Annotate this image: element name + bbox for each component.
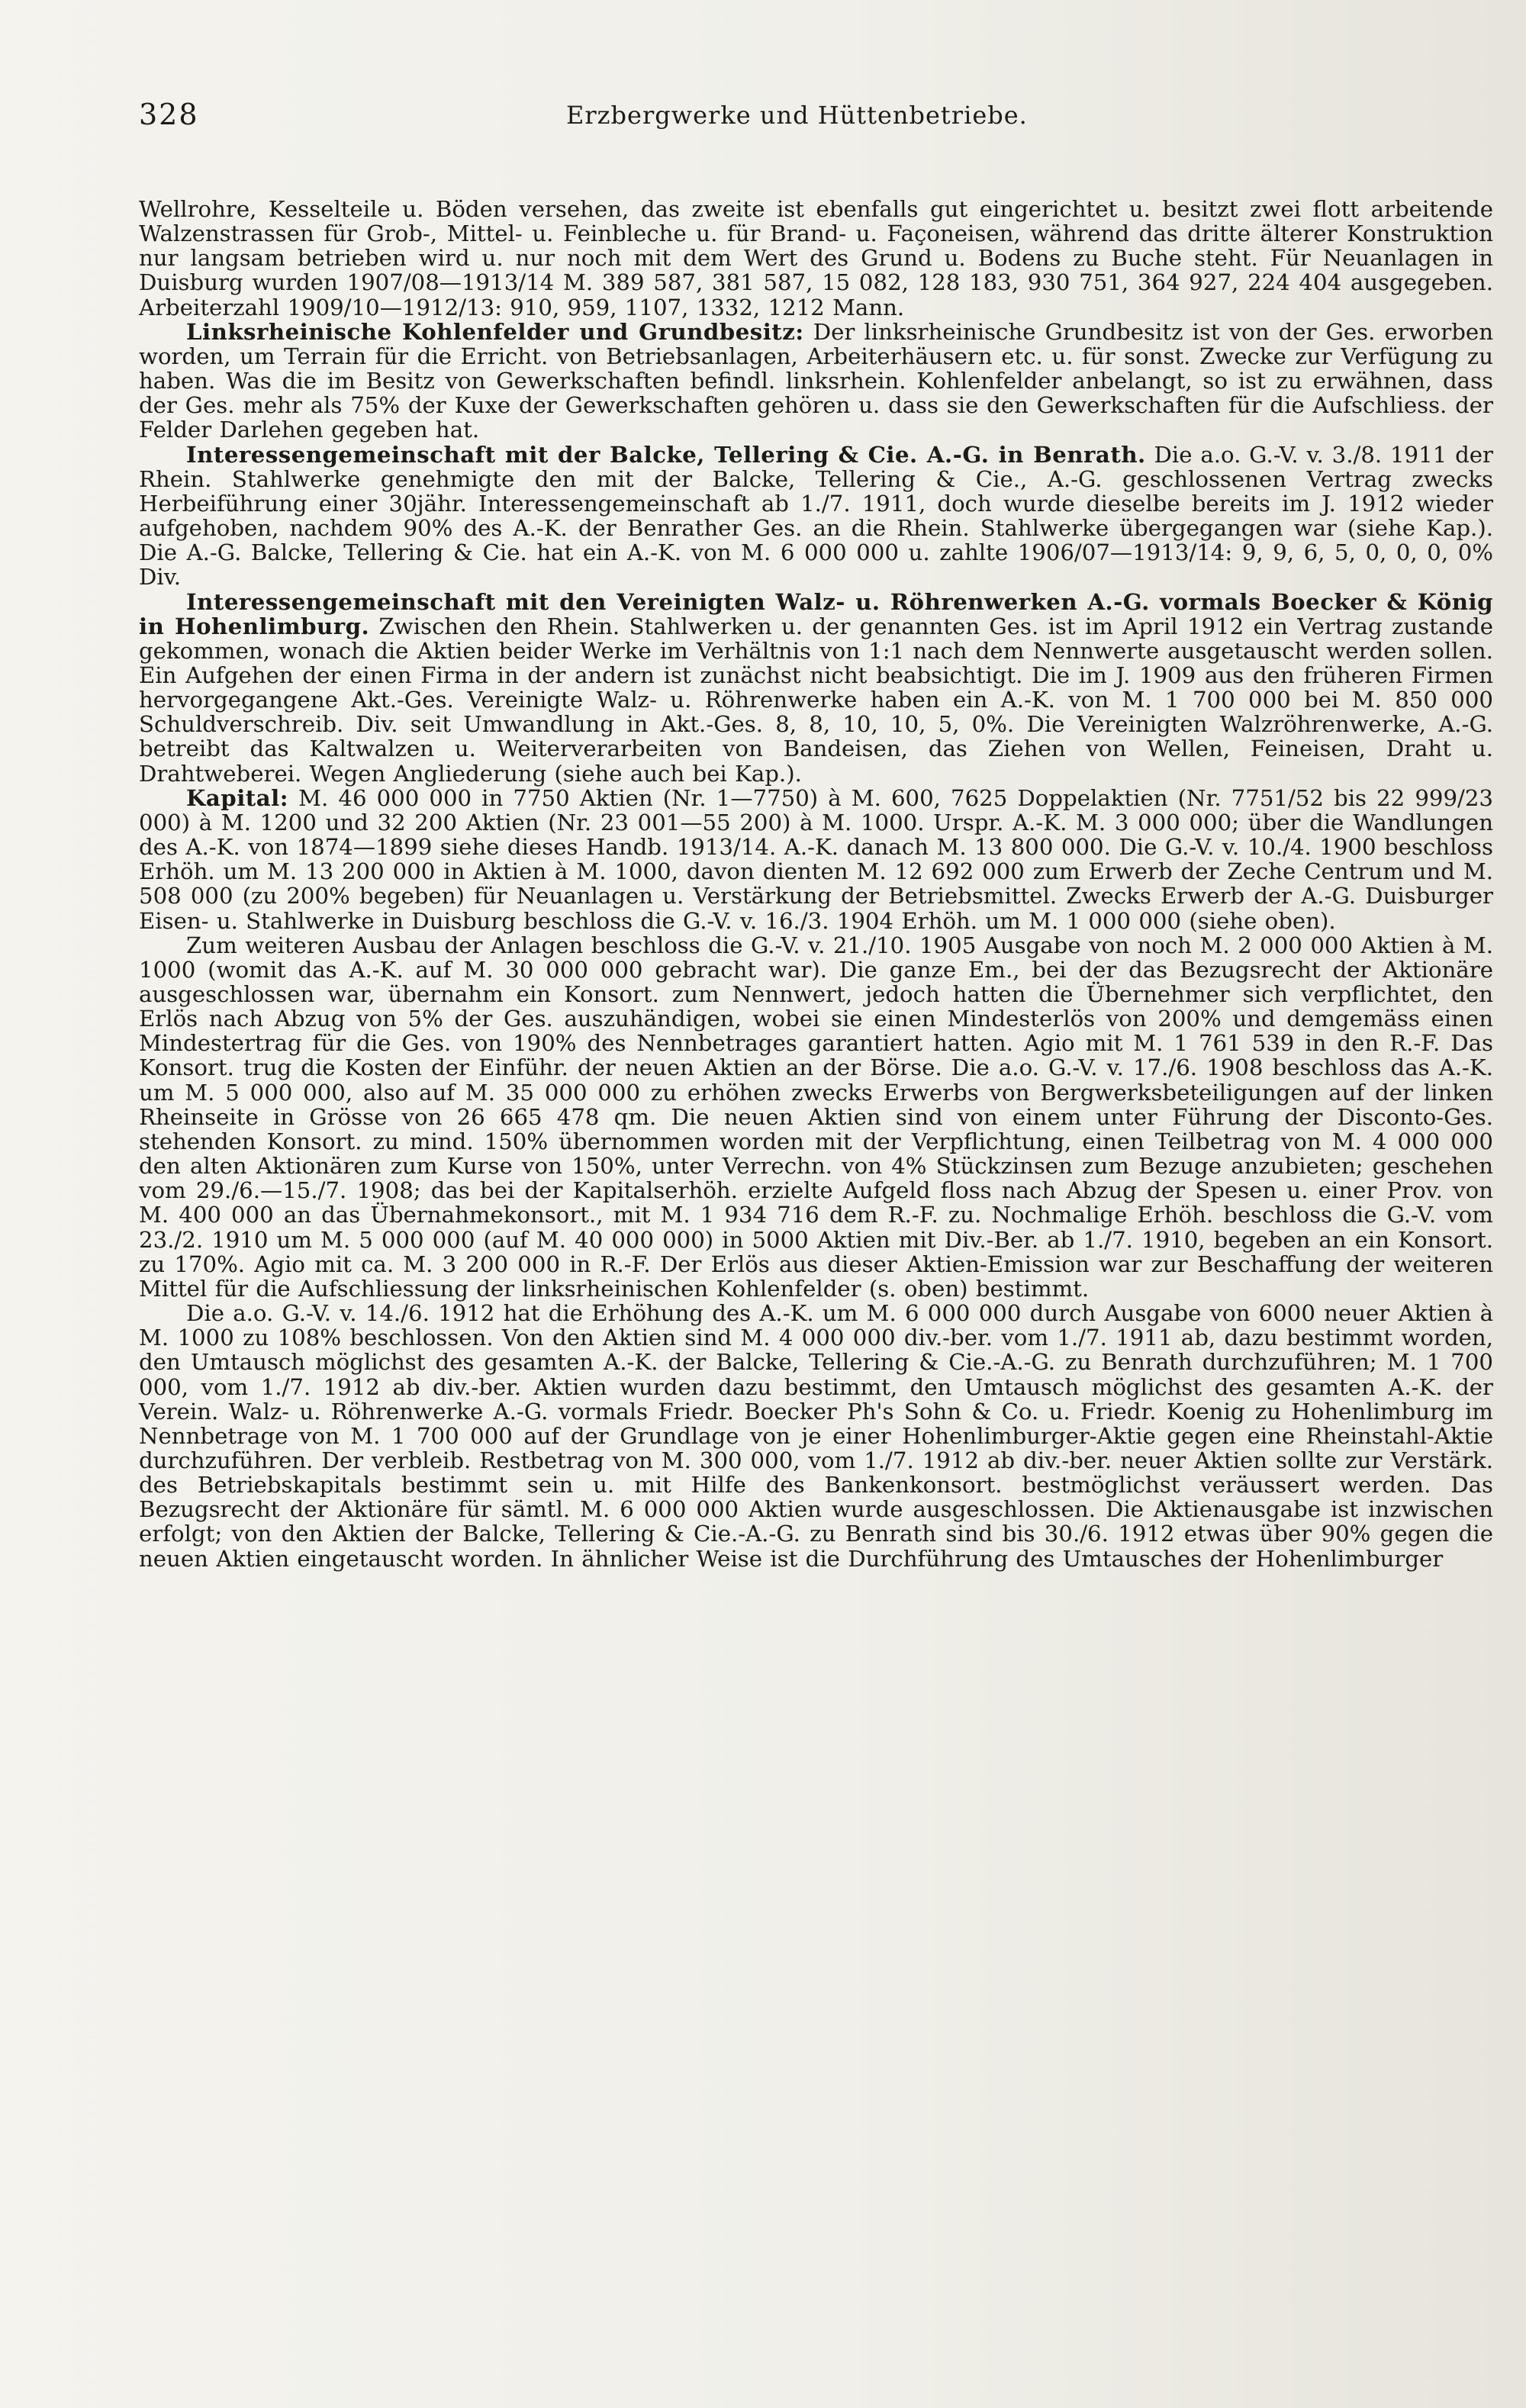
paragraph-walzwerke <box>139 197 1493 320</box>
paragraph-text: Der linksrheinische Grundbesitz ist von der Ges. erworben worden, um Terrain für die Erricht. von Betriebsanlagen, Arbeiterhäusern etc. u. für sonst. Zwecke zur Verfügung zu haben. Was die im Besitz von Gewerkschaften befindl. linksrhein. Kohlenfelder anbelangt, so ist zu erwähnen, dass der Ges. mehr als 75% der Kuxe der Gewerkschaften gehören u. dass sie den Gewerkschaften für die Aufschliess. der Felder Darlehen gegeben hat. <box>139 318 1493 443</box>
paragraph-text: Zum weiteren Ausbau der Anlagen beschloss die G.-V. v. 21./10. 1905 Ausgabe von noch M. 2 000 000 Aktien à M. 1000 (womit das A.-K. auf M. 30 000 000 gebracht war). Die ganze Em., bei der das Bezugsrecht der Aktionäre ausgeschlossen war, übernahm ein Konsort. zum Nennwert, jedoch hatten die Übernehmer sich verpflichtet, den Erlös nach Abzug von 5% der Ges. auszuhändigen, wobei sie einen Mindesterlös von 200% und demgemäss einen Mindestertrag für die Ges. von 190% des Nennbetrages garantiert hatten. Agio mit M. 1 761 539 in den R.-F. Das Konsort. trug die Kosten der Einführ. der neuen Aktien an der Börse. Die a.o. G.-V. v. 17./6. 1908 beschloss das A.-K. um M. 5 000 000, also auf M. 35 000 000 zu erhöhen zwecks Erwerbs von Bergwerksbeteiligungen auf der linken Rheinseite in Grösse von 26 665 478 qm. Die neuen Aktien sind von einem unter Führung der Disconto-Ges. stehenden Konsort. zu mind. 150% übernommen worden mit der Verpflichtung, einen Teilbetrag von M. 4 000 000 den alten Aktionären zum Kurse von 150%, unter Verrechn. von 4% Stückzinsen zum Bezuge anzubieten; geschehen vom 29./6.—15./7. 1908; das bei der Kapitalserhöh. erzielte Aufgeld floss nach Abzug der Spesen u. einer Prov. von M. 400 000 an das Übernahmekonsort., mit M. 1 934 716 dem R.-F. zu. Nochmalige Erhöh. beschloss die G.-V. vom 23./2. 1910 um M. 5 000 000 (auf M. 40 000 000) in 5000 Aktien mit Div.-Ber. ab 1./7. 1910, begeben an ein Konsort. zu 170%. Agio mit ca. M. 3 200 000 in R.-F. Der Erlös aus dieser Aktien-Emission war zur Beschaffung der weiteren Mittel für die Aufschliessung der linksrheinischen Kohlenfelder (s. oben) bestimmt. <box>139 932 1493 1302</box>
section-heading: Interessengemeinschaft mit der Balcke, Tellering & Cie. A.-G. in Benrath. <box>186 441 1146 468</box>
paragraph-kohlenfelder <box>139 320 1493 443</box>
paragraph-erhoehung-1912 <box>139 1301 1493 1571</box>
page-header <box>139 98 1427 143</box>
paragraph-text: M. 46 000 000 in 7750 Aktien (Nr. 1—7750) à M. 600, 7625 Doppelaktien (Nr. 7751/52 bis 22 999/23 000) à M. 1200 und 32 200 Aktien (Nr. 23 001—55 200) à M. 1000. Urspr. A.-K. M. 3 000 000; über die Wandlungen des A.-K. von 1874—1899 siehe dieses Handb. 1913/14. A.-K. danach M. 13 800 000. Die G.-V. v. 10./4. 1900 beschloss Erhöh. um M. 13 200 000 in Aktien à M. 1000, davon dienten M. 12 692 000 zum Erwerb der Zeche Centrum und M. 508 000 (zu 200% begeben) für Neuanlagen u. Verstärkung der Betriebsmittel. Zwecks Erwerb der A.-G. Duisburger Eisen- u. Stahlwerke in Duisburg beschloss die G.-V. v. 16./3. 1904 Erhöh. um M. 1 000 000 (siehe oben). <box>139 784 1493 934</box>
paragraph-kapital <box>139 786 1493 933</box>
section-heading: Kapital: <box>186 784 289 811</box>
running-head: Erzbergwerke und Hüttenbetriebe. <box>566 101 1028 130</box>
paragraph-balcke-tellering <box>139 443 1493 590</box>
section-heading: Interessengemeinschaft mit den Vereinigten Walz- u. Röhrenwerken A.-G. vormals Boecker & König in Hohenlimburg. <box>139 588 1493 639</box>
section-heading: Linksrheinische Kohlenfelder und Grundbesitz: <box>186 318 804 345</box>
paragraph-text: Die a.o. G.-V. v. 14./6. 1912 hat die Erhöhung des A.-K. um M. 6 000 000 durch Ausgabe von 6000 neuer Aktien à M. 1000 zu 108% beschlossen. Von den Aktien sind M. 4 000 000 div.-ber. vom 1./7. 1911 ab, dazu bestimmt worden, den Umtausch möglichst des gesamten A.-K. der Balcke, Tellering & Cie.-A.-G. zu Benrath durchzuführen; M. 1 700 000, vom 1./7. 1912 ab div.-ber. Aktien wurden dazu bestimmt, den Umtausch möglichst des gesamten A.-K. der Verein. Walz- u. Röhrenwerke A.-G. vormals Friedr. Boecker Ph's Sohn & Co. u. Friedr. Koenig zu Hohenlimburg im Nennbetrage von M. 1 700 000 auf der Grundlage von je einer Hohenlimburger-Aktie gegen eine Rheinstahl-Aktie durchzuführen. Der verbleib. Restbetrag von M. 300 000, vom 1./7. 1912 ab div.-ber. neuer Aktien sollte zur Verstärk. des Betriebskapitals bestimmt sein u. mit Hilfe des Bankenkonsort. bestmöglichst veräussert werden. Das Bezugsrecht der Aktionäre für sämtl. M. 6 000 000 Aktien wurde ausgeschlossen. Die Aktienausgabe ist inzwischen erfolgt; von den Aktien der Balcke, Tellering & Cie.-A.-G. zu Benrath sind bis 30./6. 1912 etwas über 90% gegen die neuen Aktien eingetauscht worden. In ähnlicher Weise ist die Durchführung des Umtausches der Hohenlimburger <box>139 1300 1493 1572</box>
body-text <box>139 197 1493 1571</box>
paragraph-text: Wellrohre, Kesselteile u. Böden versehen, das zweite ist ebenfalls gut eingerichtet u. besitzt zwei flott arbeitende Walzenstrassen für Grob-, Mittel- u. Feinbleche u. für Brand- u. Façoneisen, während das dritte älterer Konstruktion nur langsam betrieben wird u. nur noch mit dem Wert des Grund u. Bodens zu Buche steht. Für Neuanlagen in Duisburg wurden 1907/08—1913/14 M. 389 587, 381 587, 15 082, 128 183, 930 751, 364 927, 224 404 ausgegeben. Arbeiterzahl 1909/10—1912/13: 910, 959, 1107, 1332, 1212 Mann. <box>139 196 1493 320</box>
paragraph-walz-roehrenwerke <box>139 590 1493 786</box>
paragraph-text: Die a.o. G.-V. v. 3./8. 1911 der Rhein. Stahlwerke genehmigte den mit der Balcke, Tellering & Cie., A.-G. geschlossenen Vertrag zwecks Herbeiführung einer 30jähr. Interessengemeinschaft ab 1./7. 1911, doch wurde dieselbe bereits im J. 1912 wieder aufgehoben, nachdem 90% des A.-K. der Benrather Ges. an die Rhein. Stahlwerke übergegangen war (siehe Kap.). Die A.-G. Balcke, Tellering & Cie. hat ein A.-K. von M. 6 000 000 u. zahlte 1906/07—1913/14: 9, 9, 6, 5, 0, 0, 0, 0% Div. <box>139 441 1493 591</box>
paragraph-ausbau <box>139 933 1493 1301</box>
page-number: 328 <box>139 98 199 131</box>
paragraph-text: Zwischen den Rhein. Stahlwerken u. der genannten Ges. ist im April 1912 ein Vertrag zustande gekommen, wonach die Aktien beider Werke im Verhältnis von 1:1 nach dem Nennwerte ausgetauscht werden sollen. Ein Aufgehen der einen Firma in der andern ist zunächst nicht beabsichtigt. Die im J. 1909 aus den früheren Firmen hervorgegangene Akt.-Ges. Vereinigte Walz- u. Röhrenwerke haben ein A.-K. von M. 1 700 000 bei M. 850 000 Schuldverschreib. Div. seit Umwandlung in Akt.-Ges. 8, 8, 10, 10, 5, 0%. Die Vereinigten Walzröhrenwerke, A.-G. betreibt das Kaltwalzen u. Weiterverarbeiten von Bandeisen, das Ziehen von Wellen, Feineisen, Draht u. Drahtweberei. Wegen Angliederung (siehe auch bei Kap.). <box>139 613 1493 787</box>
